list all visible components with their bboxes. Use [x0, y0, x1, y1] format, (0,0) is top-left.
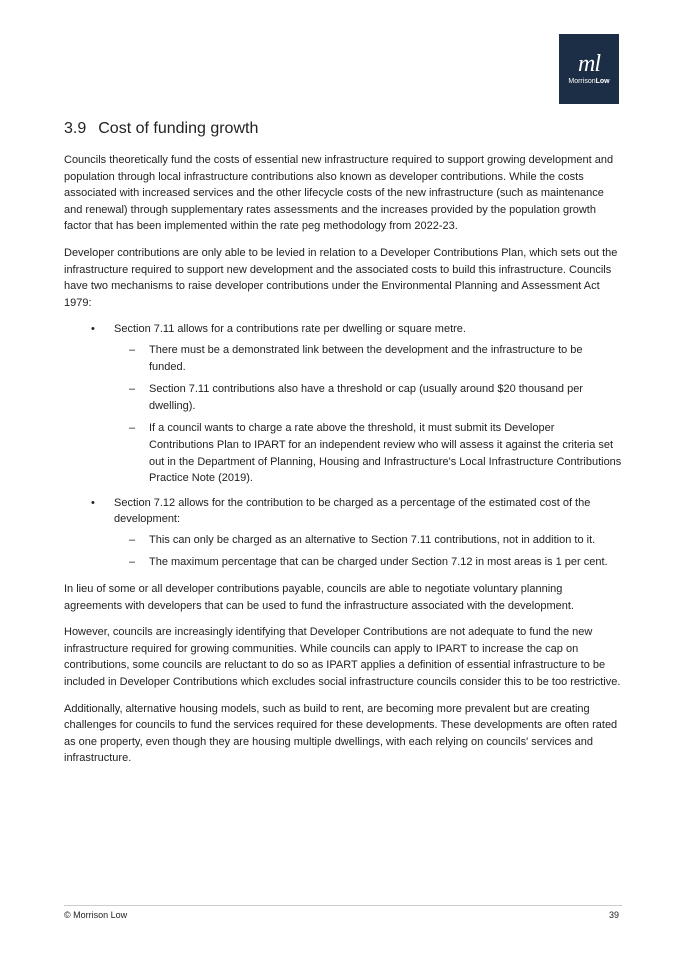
bullet-text: Section 7.12 allows for the contribution to be charged as a percentage of the estimated cost of the development:	[114, 496, 591, 526]
page-number: 39	[608, 910, 619, 920]
body-content	[64, 152, 622, 777]
paragraph-housing-models: Additionally, alternative housing models, such as build to rent, are becoming more prevalent but are creating challenges for councils to fund the services required for these developments. These developments are often rated as one property, even though they are housing multiple dwellings, with each relying on councils' services and infrastructure.	[64, 702, 618, 765]
bullet-text: Section 7.11 allows for a contributions rate per dwelling or square metre.	[114, 323, 466, 336]
section-heading	[64, 120, 258, 138]
footer-divider	[64, 905, 622, 906]
sub-list-item: – If a council wants to charge a rate above the threshold, it must submit its Developer Contributions Plan to IPART for an independent review who will assess it against the criteria set out in the Department of Planning, Housing and Infrastructure's Local Infrastructure Contributions Practice Note (2019).	[114, 420, 622, 486]
section-title: Cost of funding growth	[98, 120, 259, 137]
paragraph-developer-contributions: Developer contributions are only able to be levied in relation to a Developer Contributions Plan, which sets out the infrastructure required to support new development and the associated costs to build this infrastructure. Councils have two mechanisms to raise developer contributions under the Environmental Planning and Assessment Act 1979:	[64, 246, 618, 309]
sub-list	[114, 342, 622, 487]
morrison-low-logo	[559, 34, 619, 104]
section-number: 3.9	[64, 120, 87, 137]
sub-list-item: – This can only be charged as an alternative to Section 7.11 contributions, not in addition to it.	[114, 532, 622, 549]
mechanism-list	[64, 321, 622, 571]
logo-name-part2: Low	[595, 77, 610, 85]
sub-list-item: – There must be a demonstrated link between the development and the infrastructure to be funded.	[114, 342, 622, 375]
footer-copyright: © Morrison Low	[64, 910, 128, 920]
list-item-section-7-12	[64, 495, 622, 571]
list-item-section-7-11	[64, 321, 622, 486]
sub-list	[114, 532, 622, 571]
logo-mark: ml	[578, 50, 600, 77]
paragraph-inadequate-contributions: However, councils are increasingly identifying that Developer Contributions are not adequate to fund the new infrastructure required for growing communities. While councils can apply to IPART to increase the cap on contributions, some councils are reluctant to do so as IPART applies a definition of essential infrastructure to be included in Developer Contributions which excludes social infrastructure councils consider this to be too restrictive.	[64, 626, 621, 689]
sub-list-item: – The maximum percentage that can be charged under Section 7.12 in most areas is 1 per cent.	[114, 554, 622, 571]
paragraph-planning-agreements: In lieu of some or all developer contributions payable, councils are able to negotiate voluntary planning agreements with developers that can be used to fund the infrastructure associated with the development.	[64, 583, 574, 612]
logo-wordmark	[568, 77, 609, 86]
sub-list-item: – Section 7.11 contributions also have a threshold or cap (usually around $20 thousand per dwelling).	[114, 381, 622, 414]
paragraph-intro: Councils theoretically fund the costs of essential new infrastructure required to support growing development and population through local infrastructure contributions also known as developer contributions. While the costs associated with increased services and the other lifecycle costs of the new infrastructure (such as maintenance and renewal) through supplementary rates assessments and the increases provided by the population growth factor that has been implemented within the rate peg methodology from 2022-23.	[64, 154, 614, 233]
logo-name-part1: Morrison	[568, 77, 596, 85]
